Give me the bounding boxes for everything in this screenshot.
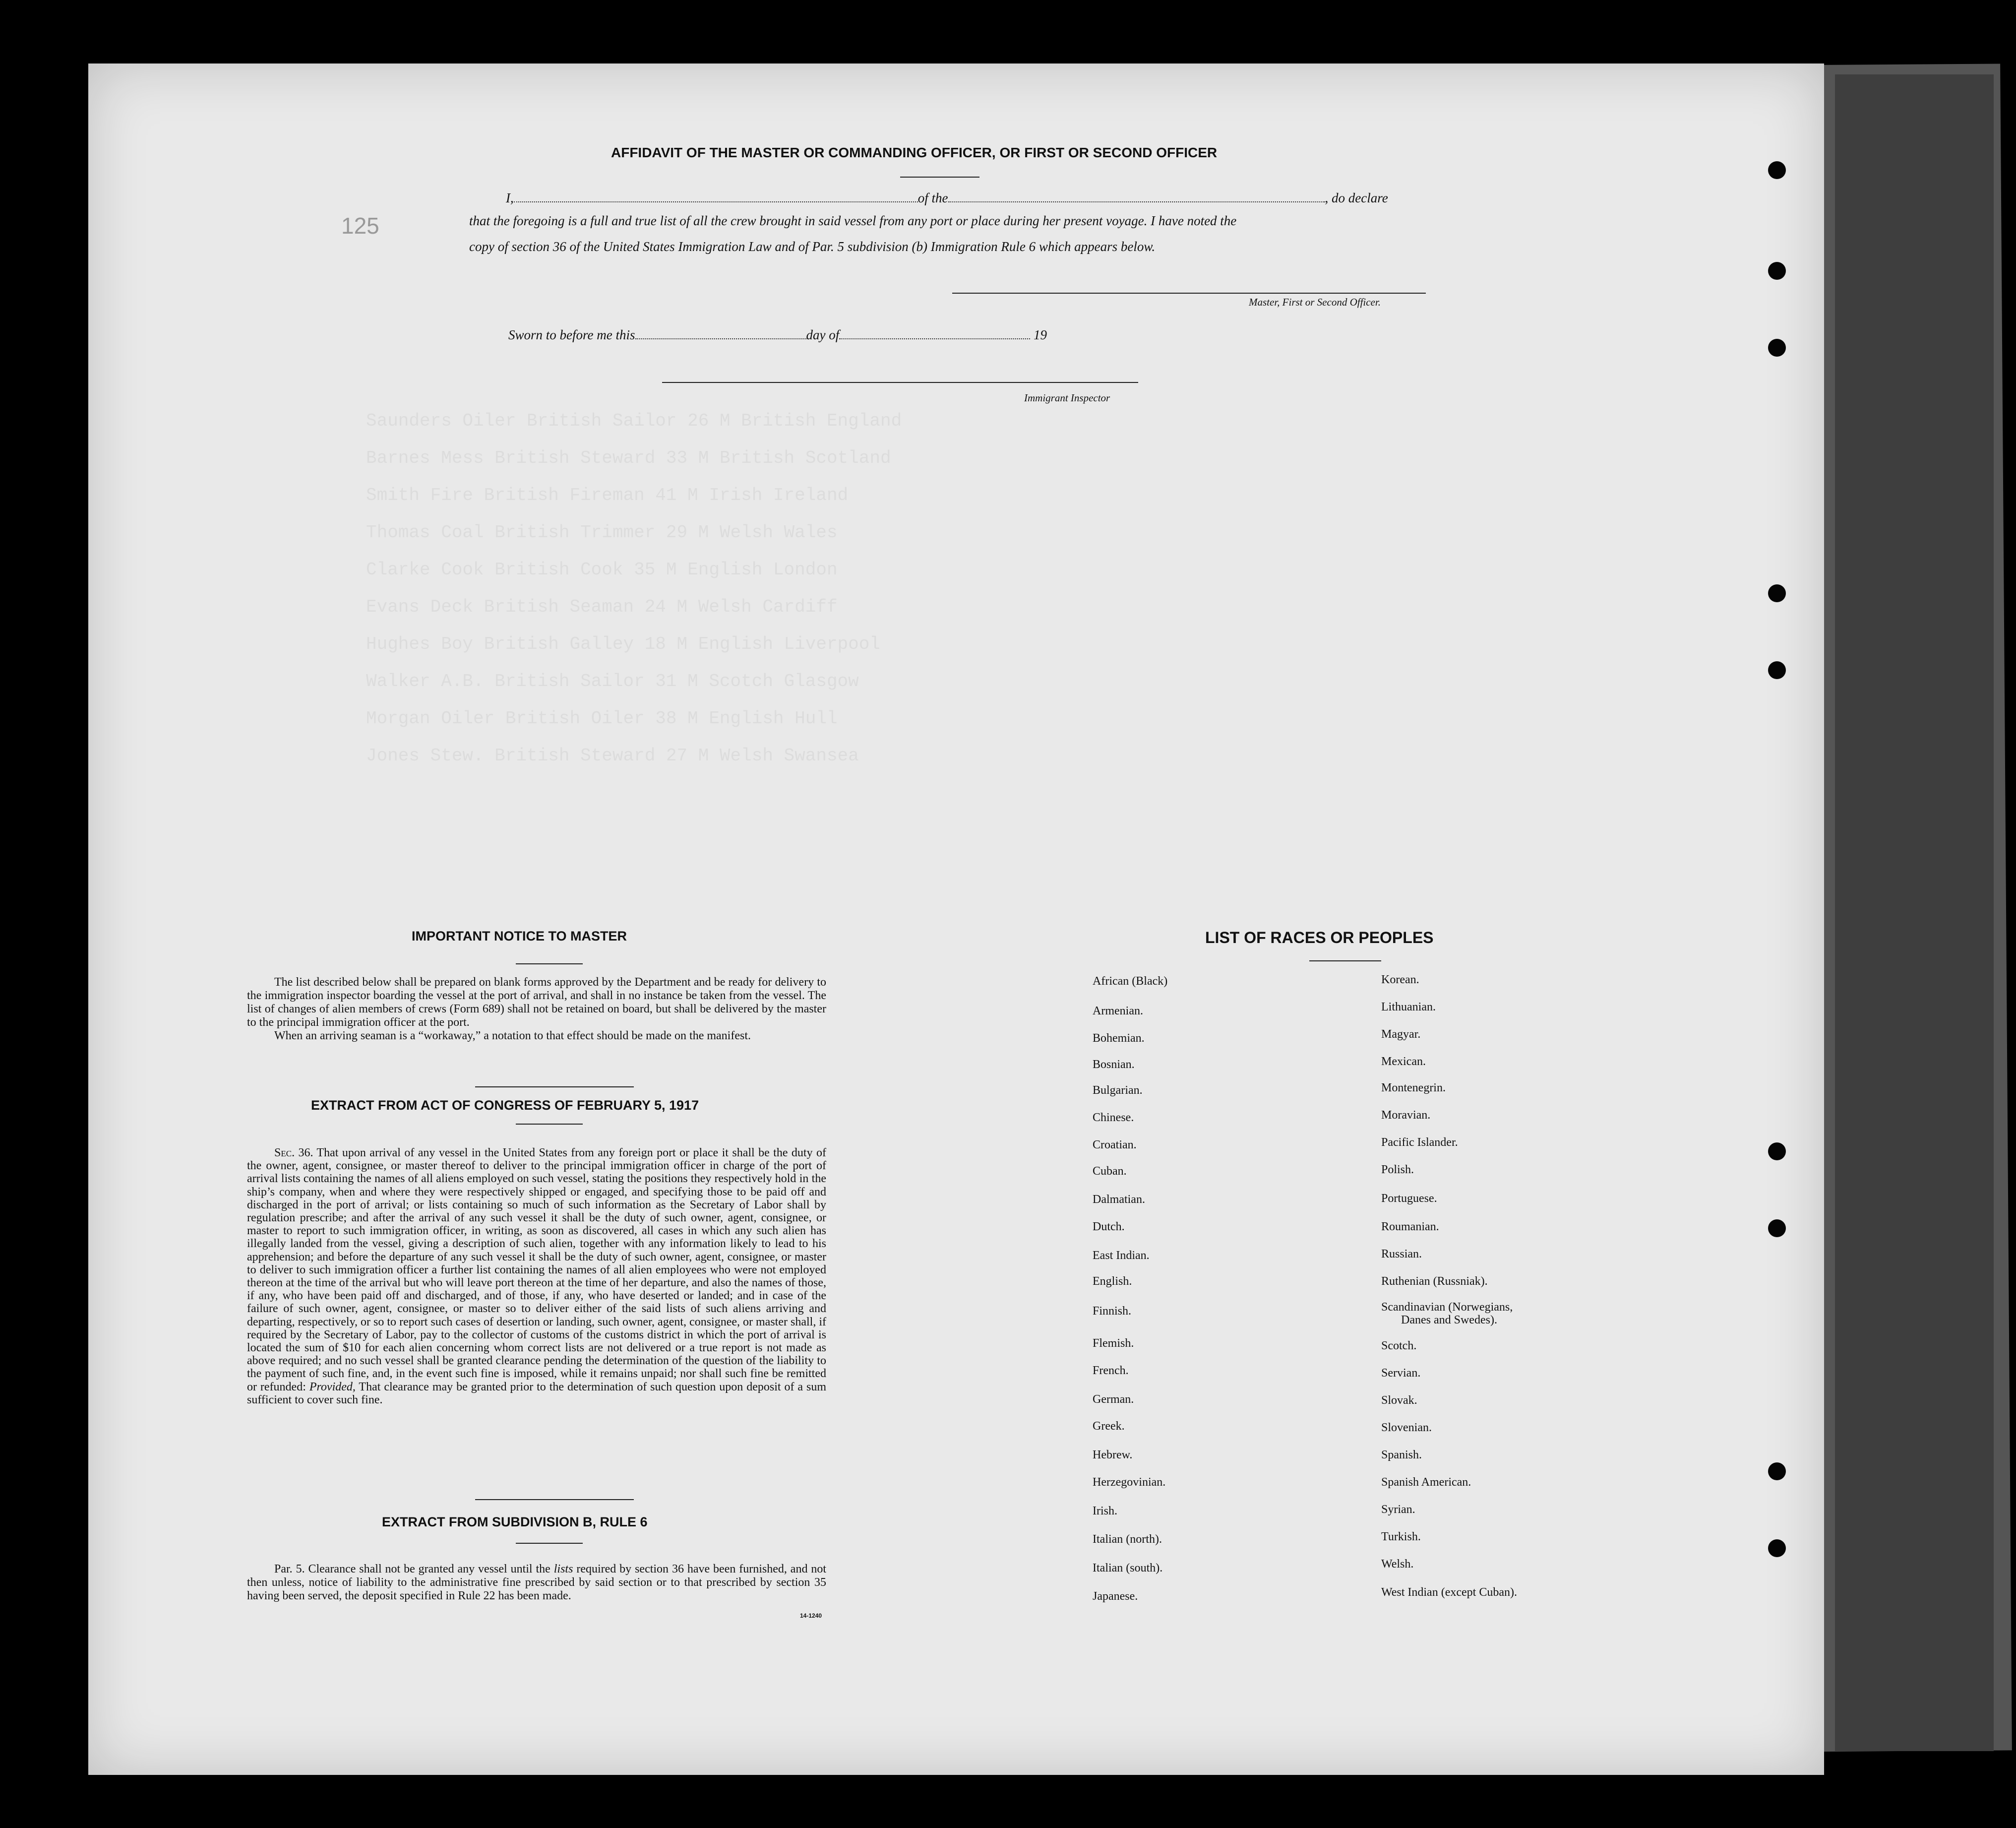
race-left-item: English.: [1093, 1275, 1132, 1288]
punch-hole-icon: [1768, 161, 1786, 179]
sworn-day-label: day of: [806, 327, 840, 342]
backing-sheet-dark: [1835, 74, 1994, 1751]
notice-paragraph-2: When an arriving seaman is a “workaway,” a notation to that effect should be made on the manifest.: [274, 1029, 751, 1042]
race-left-item: Bosnian.: [1093, 1058, 1135, 1071]
race-right-item: Syrian.: [1381, 1503, 1415, 1516]
punch-hole-icon: [1768, 584, 1786, 602]
affidavit-title: AFFIDAVIT OF THE MASTER OR COMMANDING OFFICER, OR FIRST OR SECOND OFFICER: [611, 145, 1218, 160]
affidavit-title-rule: [900, 177, 979, 178]
race-right-item: Lithuanian.: [1381, 1001, 1436, 1013]
act-body: [247, 1146, 826, 1406]
race-left-item: Bulgarian.: [1093, 1084, 1143, 1097]
sworn-year-label: 19: [1034, 327, 1047, 342]
race-right-item: Magyar.: [1381, 1028, 1421, 1041]
race-left-item: East Indian.: [1093, 1249, 1150, 1262]
race-left-item: Dalmatian.: [1093, 1193, 1145, 1206]
rule-body: [247, 1563, 826, 1603]
race-left-item: Cuban.: [1093, 1165, 1127, 1178]
races-title: LIST OF RACES OR PEOPLES: [1205, 929, 1434, 946]
document-page: Saunders Oiler British Sailor 26 M British England Barnes Mess British Steward 33 M British Scotland Smith Fire British Fireman 41 M Irish Ireland Thomas Coal British Trimmer 29 M Welsh Wales Clarke Cook British Cook 35 M English London Evans Deck British Seaman 24 M Welsh Cardiff Hughes Boy British Galley 18 M English Liverpool Walker A.B. British Sailor 31 M Scotch Glasgow Morgan Oiler British Oiler 38 M English Hull Jones Stew. British Steward 27 M Welsh Swansea 125: [88, 63, 1824, 1775]
sworn-month-field[interactable]: [839, 328, 1030, 339]
race-right-item: West Indian (except Cuban).: [1381, 1586, 1517, 1599]
race-left-item: Chinese.: [1093, 1111, 1134, 1124]
inspector-label: Immigrant Inspector: [1024, 392, 1110, 404]
notice-title-rule: [516, 963, 583, 964]
affidavit-line-3: copy of section 36 of the United States Immigration Law and of Par. 5 subdivision (b) Immigration Rule 6 which appears below.: [469, 239, 1156, 254]
vessel-name-field[interactable]: [948, 191, 1325, 202]
declarant-name-field[interactable]: [514, 191, 918, 202]
punch-hole-icon: [1768, 1539, 1786, 1557]
race-right-item: Ruthenian (Russniak).: [1381, 1275, 1488, 1288]
rule-title-rule: [516, 1543, 583, 1544]
race-right-item: Slovak.: [1381, 1394, 1417, 1407]
race-left-item: Italian (south).: [1093, 1562, 1163, 1575]
rule-title: EXTRACT FROM SUBDIVISION B, RULE 6: [382, 1514, 648, 1529]
notice-body: [247, 976, 826, 1043]
race-right-item: Polish.: [1381, 1163, 1414, 1176]
notice-separator: [475, 1086, 634, 1087]
race-right-item: Roumanian.: [1381, 1220, 1439, 1233]
race-left-item: Armenian.: [1093, 1005, 1143, 1017]
race-right-item: Slovenian.: [1381, 1421, 1432, 1434]
race-left-item: Irish.: [1093, 1505, 1117, 1517]
affidavit-line-2: that the foregoing is a full and true list of all the crew brought in said vessel from any port or place during her present voyage. I have noted the: [469, 213, 1237, 228]
punch-hole-icon: [1768, 339, 1786, 357]
race-left-item: Hebrew.: [1093, 1449, 1133, 1461]
race-left-item: German.: [1093, 1393, 1134, 1406]
race-left-item: Japanese.: [1093, 1590, 1138, 1603]
punch-hole-icon: [1768, 1219, 1786, 1237]
signature-label: Master, First or Second Officer.: [1249, 296, 1381, 308]
race-right-item: Scandinavian (Norwegians, Danes and Swedes).: [1381, 1301, 1513, 1326]
races-title-rule: [1309, 960, 1381, 961]
sworn-date-field[interactable]: [635, 328, 806, 339]
race-left-item: African (Black): [1093, 975, 1168, 988]
rule-lists-word: lists: [553, 1563, 573, 1576]
race-left-item: Croatian.: [1093, 1138, 1137, 1151]
race-left-item: Finnish.: [1093, 1305, 1132, 1318]
rule-text-b: required by section 36 have been furnished, and not then unless, notice of liability to the administrative fine prescribed by said section or to that prescribed by section 35 having been served, the deposit specified in Rule 22 has been made.: [247, 1563, 827, 1602]
act-section-label: Sec. 36.: [274, 1146, 313, 1159]
race-right-item: Mexican.: [1381, 1055, 1426, 1068]
race-right-item: Welsh.: [1381, 1558, 1414, 1571]
race-left-item: Flemish.: [1093, 1337, 1134, 1350]
punch-hole-icon: [1768, 1142, 1786, 1160]
margin-mark: 125: [341, 213, 379, 239]
race-right-item: Servian.: [1381, 1367, 1421, 1380]
rule-paragraph: [247, 1563, 826, 1603]
notice-title: IMPORTANT NOTICE TO MASTER: [412, 929, 627, 944]
race-right-item: Scotch.: [1381, 1339, 1417, 1352]
race-left-item: Herzegovinian.: [1093, 1476, 1166, 1489]
race-right-item: Portuguese.: [1381, 1192, 1437, 1205]
race-left-item: Dutch.: [1093, 1220, 1125, 1233]
sworn-prefix: Sworn to before me this: [508, 327, 635, 342]
affidavit-declare-label: do declare: [1332, 190, 1388, 205]
rule-text-a: Par. 5. Clearance shall not be granted any vessel until the: [274, 1563, 550, 1576]
notice-paragraph-1: The list described below shall be prepared on blank forms approved by the Department and be ready for delivery to the immigration inspector boarding the vessel at the port of arrival, and shall in no instance be taken from the vessel. The list of changes of alien members of crews (Form 689) shall not be retained on board, but shall be delivered by the master to the principal immigration officer at the port.: [247, 976, 826, 1029]
punch-hole-icon: [1768, 661, 1786, 679]
race-right-item: Spanish American.: [1381, 1476, 1471, 1489]
race-right-item: Turkish.: [1381, 1530, 1421, 1543]
race-right-item: Moravian.: [1381, 1109, 1431, 1122]
act-paragraph: [247, 1146, 826, 1406]
inspector-signature-line: [662, 382, 1138, 383]
act-title-rule: [516, 1124, 583, 1125]
race-left-item: Bohemian.: [1093, 1032, 1145, 1045]
affidavit-line-1: I, of the , do declare: [506, 190, 1388, 205]
race-right-item: Russian.: [1381, 1248, 1422, 1261]
sworn-line: [508, 327, 1047, 343]
form-number: 14-1240: [800, 1612, 822, 1619]
signature-line: [952, 293, 1426, 294]
act-proviso: Provided,: [309, 1380, 356, 1393]
race-right-item: Pacific Islander.: [1381, 1136, 1458, 1149]
race-left-item: Greek.: [1093, 1420, 1125, 1433]
affidavit-i-label: I,: [506, 190, 514, 205]
race-right-item: Spanish.: [1381, 1449, 1422, 1461]
act-body-a: That upon arrival of any vessel in the United States from any foreign port or place it shall be the duty of the owner, agent, consignee, or master thereof to deliver to the principal immigration officer in charge of the port of arrival lists containing the names of all aliens employed on such vessel, stating the positions they respectively hold in the ship’s company, when and where they were respectively shipped or engaged, and specifying those to be paid off and discharged in the port of arrival; or lists containing so much of such information as the Secretary of Labor shall by regulation prescribe; and after the arrival of any such vessel it shall be the duty of such owner, agent, consignee, or master to report to such immigration officer, in writing, as soon as discovered, all cases in which any such alien has illegally landed from the vessel, giving a description of such alien, together with any information likely to lead to his apprehension; and before the departure of any such vessel it shall be the duty of such owner, agent, consignee, or master to deliver to such immigration officer a further list containing the names of all alien employees who were not employed thereon at the time of the arrival but who will leave port thereon at the time of her departure, and also the names of those, if any, who have been paid off and discharged, and of those, if any, who have deserted or landed; and in case of the failure of such owner, agent, consignee, or master so to deliver either of the said lists of such aliens arriving and departing, respectively, or so to report such cases of desertion or landing, such owner, agent, consignee, or master shall, if required by the Secretary of Labor, pay to the collector of customs of the customs district in which the port of arrival is located the sum of $10 for each alien concerning whom correct lists are not delivered or a true report is not made as above required; and no such vessel shall be granted clearance pending the determination of the question of the liability to the payment of such fine, and, in the event such fine is imposed, while it remains unpaid; nor shall such fine be remitted or refunded:: [247, 1146, 826, 1393]
act-body-b: That clearance may be granted prior to the determination of such question upon deposit of a sum sufficient to cover such fine.: [247, 1380, 827, 1406]
act-separator: [475, 1499, 634, 1500]
punch-hole-icon: [1768, 262, 1786, 280]
affidavit-of-label: of the: [917, 190, 948, 205]
race-left-item: Italian (north).: [1093, 1533, 1162, 1546]
race-right-item: Korean.: [1381, 973, 1419, 986]
race-right-item: Montenegrin.: [1381, 1081, 1446, 1094]
punch-hole-icon: [1768, 1462, 1786, 1480]
act-title: EXTRACT FROM ACT OF CONGRESS OF FEBRUARY 5, 1917: [311, 1098, 699, 1113]
race-left-item: French.: [1093, 1364, 1129, 1377]
